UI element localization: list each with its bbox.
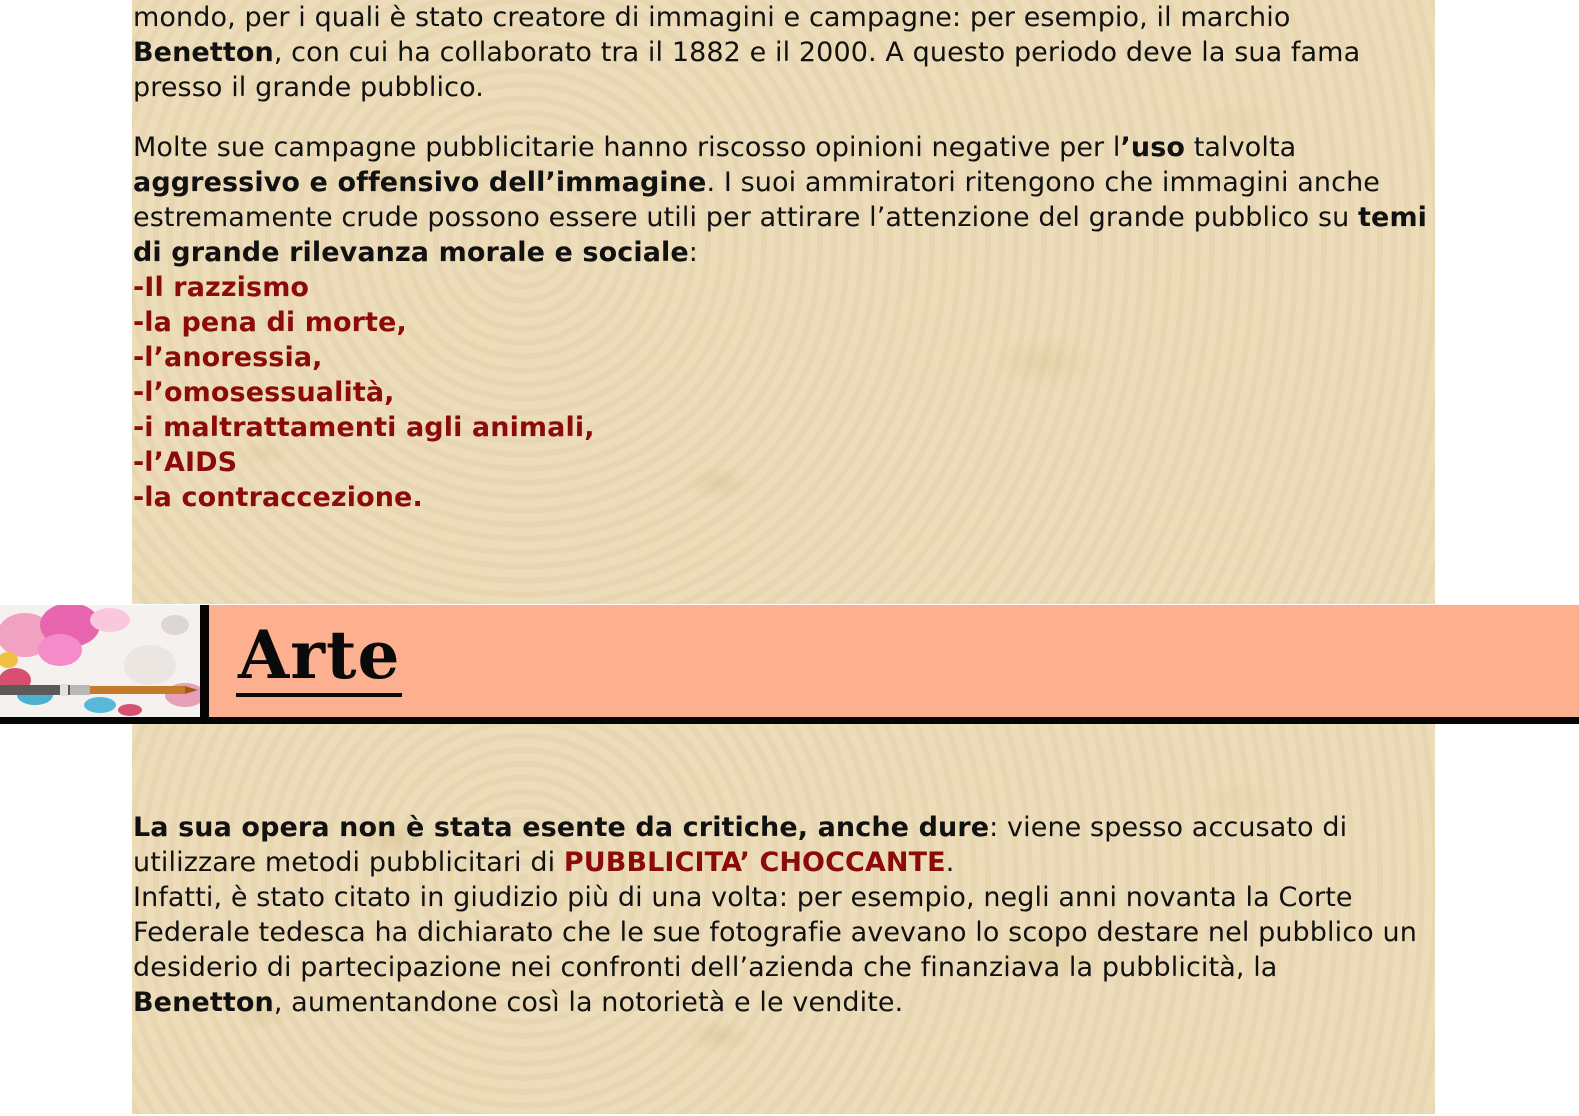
banner-rule [0,717,1579,724]
list-item: -Il razzismo [133,272,310,303]
banner-divider [200,605,209,719]
brand-name: Benetton [133,987,274,1018]
campaigns-bold-2: aggressivo e offensivo dell’immagine [133,167,707,198]
intro-text-1: mondo, per i quali è stato creatore di immagini e campagne: per esempio, il marchio [133,2,1291,33]
shock-advertising-highlight: PUBBLICITA’ CHOCCANTE [563,847,946,878]
bottom-text-section [133,810,1433,1020]
campaigns-bold-1: ’uso [1120,132,1186,163]
criticism-paragraph [133,810,1433,880]
list-item: -la pena di morte, [133,307,407,338]
intro-paragraph [133,0,1433,105]
list-item: -l’omosessualità, [133,377,395,408]
list-item: -la contraccezione. [133,482,423,513]
topics-list [133,270,1433,515]
intro-text-2: , con cui ha collaborato tra il 1882 e il 2000. A questo periodo deve la sua fama presso il grande pubblico. [133,37,1361,103]
paint-palette-icon [0,605,200,717]
campaigns-text-2: talvolta [1185,132,1297,163]
campaigns-paragraph [133,130,1433,270]
campaigns-text-3: . I suoi ammiratori ritengono che immagini anche estremamente crude possono essere utili per attirare l’attenzione del grande pubblico su [133,167,1381,233]
criticism-text-2: . [945,847,955,878]
criticism-text-1: : viene spesso accusato di utilizzare metodi pubblicitari di [133,812,1348,878]
campaigns-text-4: : [688,237,698,268]
section-banner [0,605,1579,722]
list-item: -l’anoressia, [133,342,323,373]
court-text-2: , aumentandone così la notorietà e le vendite. [273,987,904,1018]
top-text-section [133,0,1433,515]
list-item: -l’AIDS [133,447,238,478]
section-title: Arte [236,617,402,697]
list-item: -i maltrattamenti agli animali, [133,412,595,443]
campaigns-bold-3: temi di grande rilevanza morale e sociale [133,202,1428,268]
court-paragraph [133,880,1433,1020]
brand-name: Benetton [133,37,274,68]
court-text-1: Infatti, è stato citato in giudizio più di una volta: per esempio, negli anni novanta la Corte Federale tedesca ha dichiarato che le sue fotografie avevano lo scopo destare nel pubblico un desiderio di partecipazione nei confronti dell’azienda che finanziava la pubblicità, la [133,882,1417,983]
criticism-bold: La sua opera non è stata esente da critiche, anche dure [133,812,990,843]
campaigns-text-1: Molte sue campagne pubblicitarie hanno riscosso opinioni negative per l [133,132,1121,163]
